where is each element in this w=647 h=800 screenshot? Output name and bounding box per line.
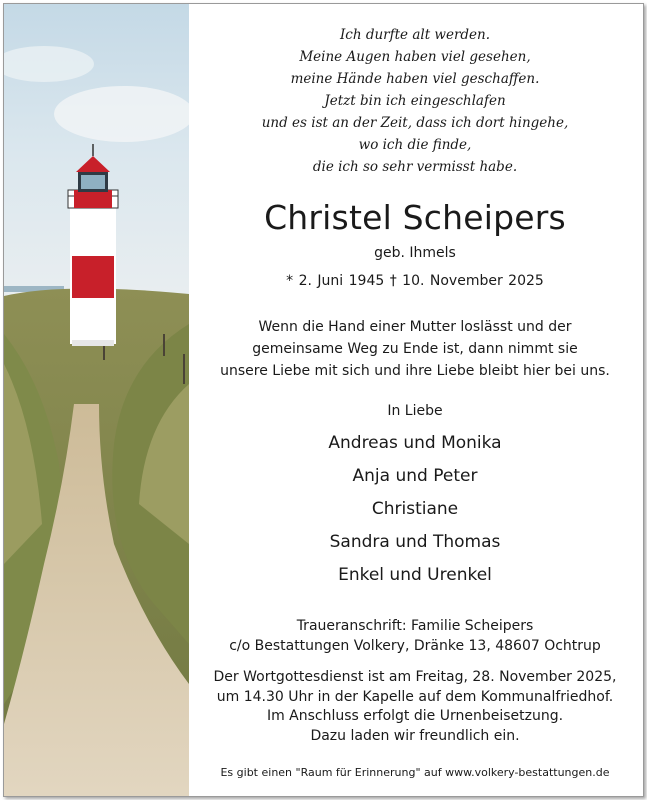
family-member: Andreas und Monika [328,433,502,453]
quote-line: Wenn die Hand einer Mutter loslässt und der [258,319,572,335]
address-line: c/o Bestattungen Volkery, Dränke 13, 48607 Ochtrup [229,638,601,654]
poem-line: wo ich die finde, [358,137,472,153]
born-name: geb. Ihmels [374,245,456,261]
poem-line: Jetzt bin ich eingeschlafen [324,93,506,109]
poem-line: meine Hände haben viel geschaffen. [290,71,540,87]
poem [200,24,630,178]
family-member: Anja und Peter [352,466,478,486]
family-list [200,430,630,595]
family-member: Christiane [371,499,459,519]
service-line: Im Anschluss erfolgt die Urnenbeisetzung. [266,708,564,724]
family-member: Enkel und Urenkel [338,565,492,585]
poem-line: die ich so sehr vermisst habe. [312,159,518,175]
family-member: Sandra und Thomas [329,532,501,552]
obituary-text [200,4,630,796]
memorial-footer: Es gibt einen "Raum für Erinnerung" auf www.volkery-bestattungen.de [220,766,610,779]
mourning-address [200,616,630,656]
lighthouse-photo [4,4,189,796]
poem-line: und es ist an der Zeit, dass ich dort hingehe, [261,115,569,131]
service-line: Der Wortgottesdienst ist am Freitag, 28. November 2025, [213,669,617,685]
quote-line: unsere Liebe mit sich und ihre Liebe bleibt hier bei uns. [220,363,610,379]
service-line: Dazu laden wir freundlich ein. [310,727,520,744]
service-info [200,668,630,746]
deceased-name: Christel Scheipers [264,198,566,237]
service-line: um 14.30 Uhr in der Kapelle auf dem Kommunalfriedhof. [216,688,614,705]
quote-line: gemeinsame Weg zu Ende ist, dann nimmt sie [252,341,578,357]
obituary-card [3,3,644,797]
poem-line: Ich durfte alt werden. [339,27,491,43]
in-love-label: In Liebe [387,403,443,419]
life-dates: * 2. Juni 1945 † 10. November 2025 [286,273,544,289]
poem-line: Meine Augen haben viel gesehen, [299,49,531,65]
quote [200,316,630,382]
address-line: Traueranschrift: Familie Scheipers [296,618,534,634]
